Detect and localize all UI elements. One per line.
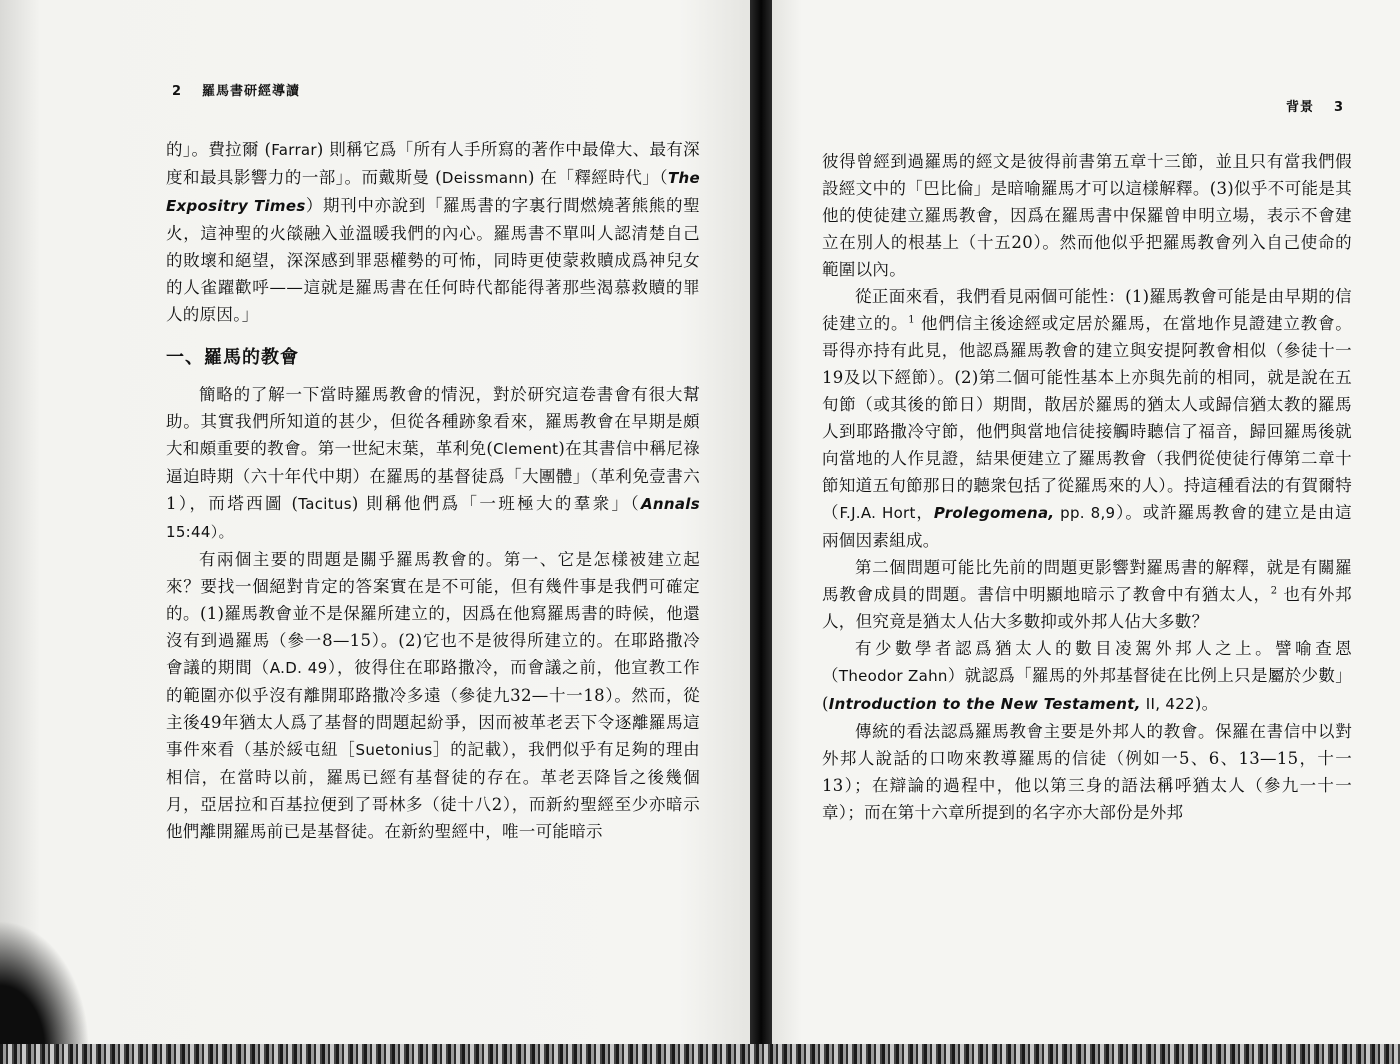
- text-run: ) 則稱他們爲「一班極大的羣衆」（: [351, 494, 642, 513]
- right-paragraph-4: [822, 635, 1352, 718]
- text-run: A.D. 49: [269, 659, 328, 677]
- scan-bottom-edge: [0, 1044, 1400, 1064]
- footnote-marker: 1: [908, 314, 915, 326]
- text-run: ，: [915, 503, 934, 522]
- text-run: 有少數學者認爲猶太人的數目凌駕外邦人之上。譬喻查恩（: [822, 639, 1352, 685]
- text-run: 簡略的了解一下當時羅馬教會的情況，對於研究這卷書會有很大幫助。其實我們所知道的甚少，但從各種跡象看來，羅馬教會在早期是頗大和頗重要的教會。第一世紀末葉，革利免(: [166, 385, 700, 458]
- text-run: Farrar: [271, 141, 317, 159]
- left-running-header: [172, 80, 300, 99]
- left-text-column: [166, 136, 700, 845]
- journal-title: The Expositry Times: [166, 169, 700, 215]
- work-title: Annals: [641, 495, 700, 513]
- right-paragraph-5: 傳統的看法認爲羅馬教會主要是外邦人的教會。保羅在書信中以對外邦人說話的口吻來教導羅馬的信徒（例如一5、6、13—15，十一13）；在辯論的過程中，他以第三身的語法稱呼猶太人（參九一十一章）；而在第十六章所提到的名字亦大部份是外邦: [822, 722, 1352, 822]
- right-section-label: 背景: [1285, 100, 1314, 115]
- text-run: ），彼得住在耶路撒冷，而會議之前，他宣教工作的範圍亦似乎沒有離開耶路撒冷多遠（參徒九32—十一18）。然而，從主後49年猶太人爲了基督的問題起紛爭，因而被革老丟下令逐離羅馬這事件來看（基於綏屯紐［: [166, 658, 700, 759]
- scan-shadow: [0, 920, 90, 1050]
- text-run: Suetonius: [355, 741, 433, 759]
- work-title: Prolegomena,: [933, 504, 1055, 522]
- text-run: 的」。費拉爾 (: [166, 140, 272, 159]
- work-title: Introduction to the New Testament,: [828, 695, 1141, 713]
- right-page-number: 3: [1333, 100, 1344, 115]
- text-run: Deissmann: [441, 169, 528, 187]
- right-paragraph-3: [822, 554, 1352, 635]
- text-run: ）就認爲「羅馬的外邦基督徒在比例上只是屬於少數」(: [822, 666, 1352, 713]
- right-running-header: [1286, 96, 1344, 115]
- left-page-number: 2: [172, 84, 183, 99]
- text-run: 也有外邦人，但究竟是猶太人佔大多數抑或外邦人佔大多數？: [822, 585, 1352, 631]
- text-run: F.J.A. Hort: [839, 504, 916, 522]
- text-run: 他們信主後途經或定居於羅馬，在當地作見證建立教會。哥得亦持有此見，他認爲羅馬教會的建立與安提阿教會相似（參徒十一19及以下經節）。(2)第二個可能性基本上亦與先前的相同，就是說在五旬節（或其後的節日）期間，散居於羅馬的猶太人或歸信猶太教的羅馬人到耶路撒冷守節，他們與當地信徒接觸時聽信了福音，歸回羅馬後就向當地的人作見證，結果便建立了羅馬教會（我們從使徒行傳第二章十節知道五旬節那日的聽衆包括了從羅馬來的人）。持這種看法的有賀爾特（: [822, 314, 1352, 522]
- text-run: 從正面來看，我們看見兩個可能性：(1)羅馬教會可能是由早期的信徒建立的。: [822, 287, 1352, 333]
- left-paragraph-3: [166, 546, 700, 845]
- right-page: [772, 0, 1400, 1064]
- left-paragraph-2: [166, 381, 700, 546]
- text-run: ）。或許羅馬教會的建立是由這兩個因素組成。: [822, 503, 1352, 550]
- right-paragraph-1: 彼得曾經到過羅馬的經文是彼得前書第五章十三節，並且只有當我們假設經文中的「巴比倫」是暗喻羅馬才可以這樣解釋。(3)似乎不可能是其他的使徒建立羅馬教會，因爲在羅馬書中保羅曾申明立場，表示不會建立在別人的根基上（十五20）。然而他似乎把羅馬教會列入自己使命的範圍以內。: [822, 152, 1352, 279]
- text-run: ) 則稱它爲「所有人手所寫的著作中最偉大、最有深度和最具影響力的一部」。而戴斯曼 (: [166, 140, 700, 187]
- text-run: ］的記載），我們似乎有足夠的理由相信，在當時以前，羅馬已經有基督徒的存在。革老丟降旨之後幾個月，亞居拉和百基拉便到了哥林多（徒十八2），而新約聖經至少亦暗示他們離開羅馬前已是基督徒。在新約聖經中，唯一可能暗示: [166, 740, 700, 841]
- text-run: 第二個問題可能比先前的問題更影響對羅馬書的解釋，就是有關羅馬教會成員的問題。書信中明顯地暗示了教會中有猶太人，: [822, 558, 1352, 604]
- book-gutter: [750, 0, 772, 1064]
- section-heading: 一、羅馬的教會: [166, 347, 299, 368]
- left-paragraph-1: [166, 136, 700, 328]
- text-run: 有兩個主要的問題是關乎羅馬教會的。第一、它是怎樣被建立起來？要找一個絕對肯定的答案實在是不可能，但有幾件事是我們可確定的。(1)羅馬教會並不是保羅所建立的，因爲在他寫羅馬書的時候，他還沒有到過羅馬（參一8—15）。(2)它也不是彼得所建立的。在耶路撒冷會議的期間（: [166, 550, 700, 677]
- text-run: )。: [1194, 694, 1219, 713]
- text-run: Clement: [493, 440, 559, 458]
- text-run: 15:44）。: [166, 523, 234, 541]
- text-run: Theodor Zahn: [838, 667, 948, 685]
- right-text-column: [822, 148, 1352, 826]
- text-run: II, 422: [1140, 695, 1195, 713]
- text-run: ) 在「釋經時代」（: [527, 168, 669, 187]
- text-run: ）期刊中亦說到「羅馬書的字裏行間燃燒著熊熊的聖火，這神聖的火燄融入並溫暖我們的內心。羅馬書不單叫人認清楚自己的敗壞和絕望，深深感到罪惡權勢的可怖，同時更使蒙救贖成爲神兒女的人雀躍歡呼——這就是羅馬書在任何時代都能得著那些渴慕救贖的罪人的原因。」: [166, 196, 700, 324]
- text-run: pp. 8,9: [1054, 504, 1116, 522]
- right-paragraph-2: [822, 283, 1352, 554]
- footnote-marker: 2: [1270, 585, 1278, 597]
- text-run: )在其書信中稱尼祿逼迫時期（六十年代中期）在羅馬的基督徒爲「大團體」（革利免壹書六1），而塔西圖 (: [166, 439, 701, 513]
- left-book-title: 羅馬書研經導讀: [202, 84, 301, 99]
- text-run: Tacitus: [298, 495, 352, 513]
